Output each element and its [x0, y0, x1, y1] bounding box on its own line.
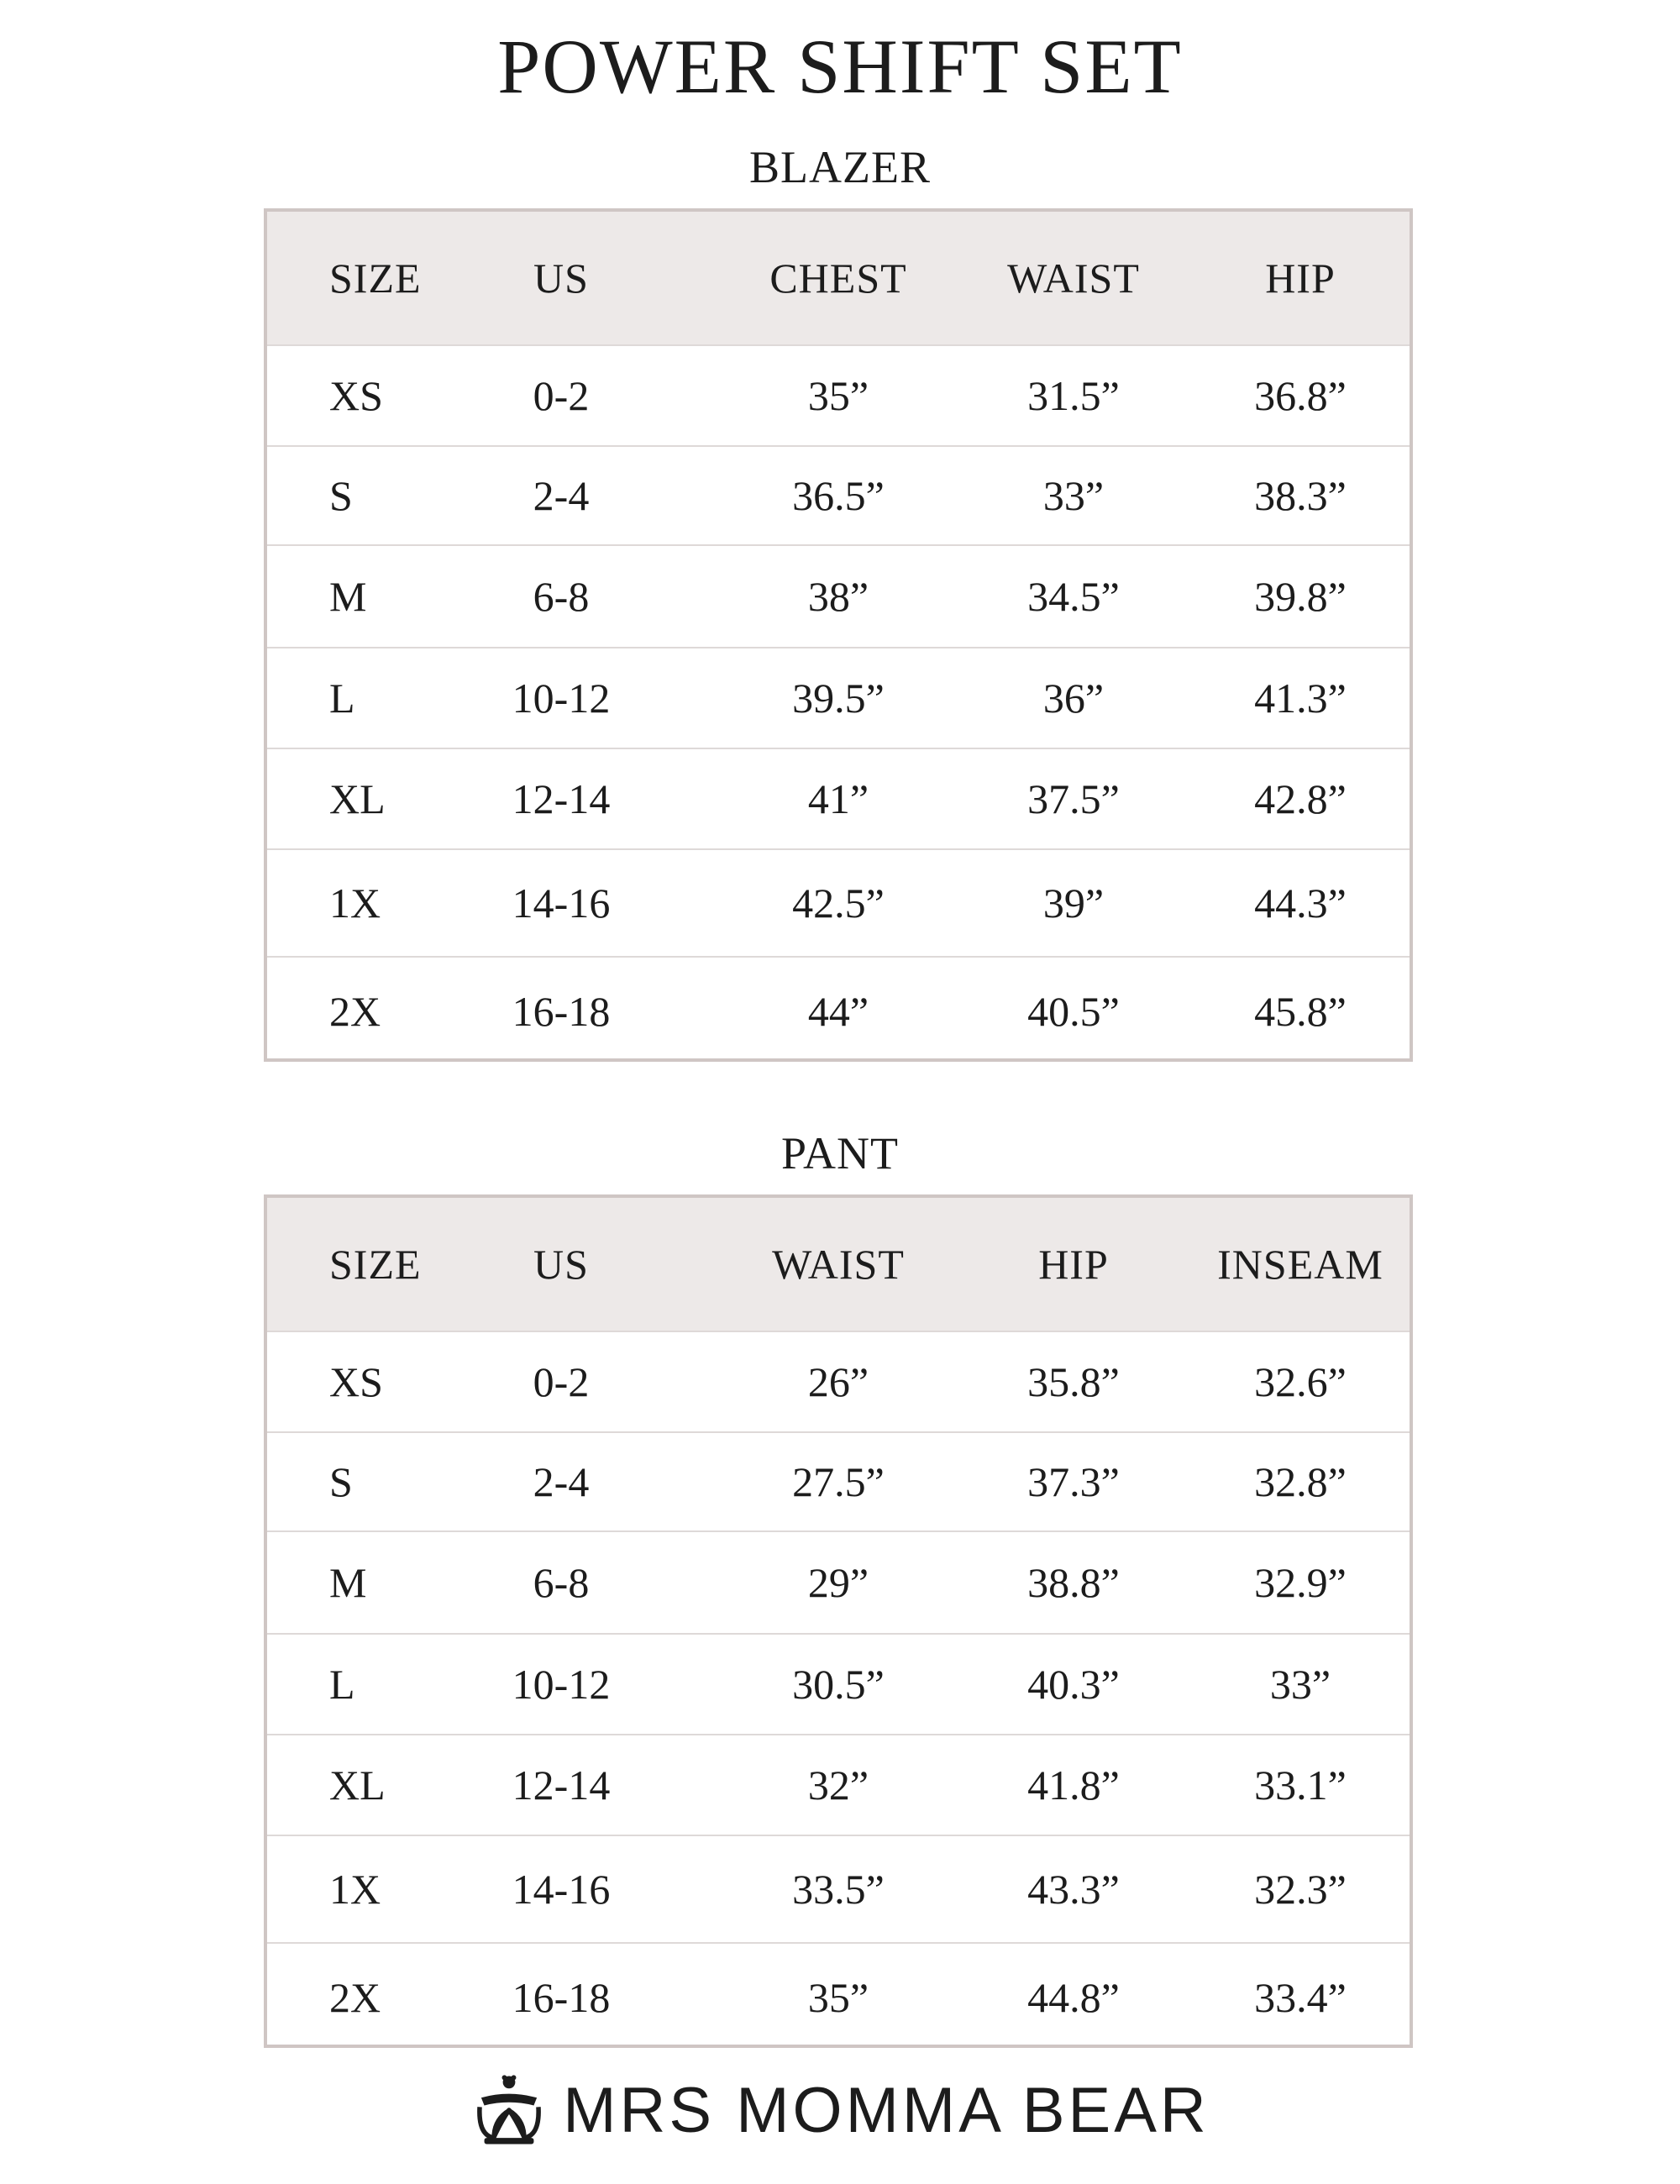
column-header: HIP — [1038, 1241, 1109, 1288]
table-row — [267, 1835, 1410, 1942]
chest-cell: 41” — [807, 775, 869, 822]
hip-cell: 39.8” — [1254, 573, 1347, 620]
chest-cell: 42.5” — [792, 879, 885, 927]
size-cell: S — [329, 472, 353, 519]
us-cell: 14-16 — [512, 1866, 611, 1913]
size-cell: XS — [329, 372, 383, 419]
chest-cell: 44” — [807, 988, 869, 1035]
waist-cell: 26” — [807, 1358, 869, 1405]
size-cell: 2X — [329, 988, 381, 1035]
us-cell: 12-14 — [512, 775, 611, 822]
table-row — [267, 748, 1410, 848]
size-cell: L — [329, 1661, 355, 1708]
size-cell: XS — [329, 1358, 383, 1405]
brand-footer — [0, 2068, 1680, 2152]
hip-cell: 41.3” — [1254, 675, 1347, 722]
us-cell: 6-8 — [533, 1559, 590, 1606]
size-cell: 1X — [329, 879, 381, 927]
size-cell: L — [329, 675, 355, 722]
inseam-cell: 33.1” — [1254, 1761, 1347, 1809]
table-row — [267, 544, 1410, 647]
us-cell: 0-2 — [533, 1358, 590, 1405]
table-row — [267, 1431, 1410, 1530]
hip-cell: 40.3” — [1027, 1661, 1120, 1708]
inseam-cell: 32.6” — [1254, 1358, 1347, 1405]
column-header: SIZE — [329, 1241, 422, 1288]
size-cell: 1X — [329, 1866, 381, 1913]
waist-cell: 39” — [1042, 879, 1105, 927]
inseam-cell: 33.4” — [1254, 1974, 1347, 2021]
waist-cell: 33” — [1042, 472, 1105, 519]
size-cell: 2X — [329, 1974, 381, 2021]
column-header: INSEAM — [1217, 1241, 1383, 1288]
chest-cell: 39.5” — [792, 675, 885, 722]
chest-cell: 38” — [807, 573, 869, 620]
pant-heading: PANT — [780, 1128, 900, 1179]
pant-size-table — [264, 1194, 1413, 2048]
table-row — [267, 344, 1410, 445]
brand-name: MRS MOMMA BEAR — [563, 2074, 1210, 2146]
hip-cell: 35.8” — [1027, 1358, 1120, 1405]
size-cell: XL — [329, 775, 386, 822]
us-cell: 0-2 — [533, 372, 590, 419]
table-header-row — [267, 1198, 1410, 1331]
hip-cell: 42.8” — [1254, 775, 1347, 822]
crown-icon — [470, 2071, 548, 2149]
blazer-heading: BLAZER — [749, 142, 931, 192]
waist-cell: 30.5” — [792, 1661, 885, 1708]
us-cell: 2-4 — [533, 1458, 590, 1505]
inseam-cell: 33” — [1269, 1661, 1331, 1708]
hip-cell: 38.8” — [1027, 1559, 1120, 1606]
waist-cell: 31.5” — [1027, 372, 1120, 419]
table-row — [267, 445, 1410, 544]
column-header: US — [533, 255, 589, 302]
size-cell: S — [329, 1458, 353, 1505]
us-cell: 16-18 — [512, 1974, 611, 2021]
hip-cell: 43.3” — [1027, 1866, 1120, 1913]
waist-cell: 35” — [807, 1974, 869, 2021]
size-cell: M — [329, 1559, 367, 1606]
waist-cell: 29” — [807, 1559, 869, 1606]
table-row — [267, 1734, 1410, 1835]
us-cell: 10-12 — [512, 1661, 611, 1708]
waist-cell: 27.5” — [792, 1458, 885, 1505]
table-row — [267, 647, 1410, 748]
blazer-size-table — [264, 208, 1413, 1062]
hip-cell: 44.8” — [1027, 1974, 1120, 2021]
inseam-cell: 32.9” — [1254, 1559, 1347, 1606]
hip-cell: 37.3” — [1027, 1458, 1120, 1505]
size-cell: XL — [329, 1761, 386, 1809]
table-row — [267, 956, 1410, 1065]
waist-cell: 34.5” — [1027, 573, 1120, 620]
us-cell: 2-4 — [533, 472, 590, 519]
waist-cell: 36” — [1042, 675, 1105, 722]
us-cell: 12-14 — [512, 1761, 611, 1809]
inseam-cell: 32.8” — [1254, 1458, 1347, 1505]
column-header: SIZE — [329, 255, 422, 302]
page-title: POWER SHIFT SET — [497, 24, 1183, 109]
table-row — [267, 1942, 1410, 2051]
size-cell: M — [329, 573, 367, 620]
hip-cell: 36.8” — [1254, 372, 1347, 419]
us-cell: 14-16 — [512, 879, 611, 927]
column-header: US — [533, 1241, 589, 1288]
chest-cell: 36.5” — [792, 472, 885, 519]
column-header: HIP — [1265, 255, 1336, 302]
table-row — [267, 1331, 1410, 1431]
waist-cell: 37.5” — [1027, 775, 1120, 822]
us-cell: 16-18 — [512, 988, 611, 1035]
chest-cell: 35” — [807, 372, 869, 419]
column-header: CHEST — [769, 255, 907, 302]
hip-cell: 41.8” — [1027, 1761, 1120, 1809]
waist-cell: 40.5” — [1027, 988, 1120, 1035]
table-row — [267, 1530, 1410, 1633]
waist-cell: 33.5” — [792, 1866, 885, 1913]
column-header: WAIST — [772, 1241, 905, 1288]
us-cell: 10-12 — [512, 675, 611, 722]
column-header: WAIST — [1007, 255, 1140, 302]
waist-cell: 32” — [807, 1761, 869, 1809]
inseam-cell: 32.3” — [1254, 1866, 1347, 1913]
table-row — [267, 848, 1410, 956]
table-header-row — [267, 212, 1410, 344]
table-row — [267, 1633, 1410, 1734]
hip-cell: 45.8” — [1254, 988, 1347, 1035]
hip-cell: 44.3” — [1254, 879, 1347, 927]
us-cell: 6-8 — [533, 573, 590, 620]
hip-cell: 38.3” — [1254, 472, 1347, 519]
